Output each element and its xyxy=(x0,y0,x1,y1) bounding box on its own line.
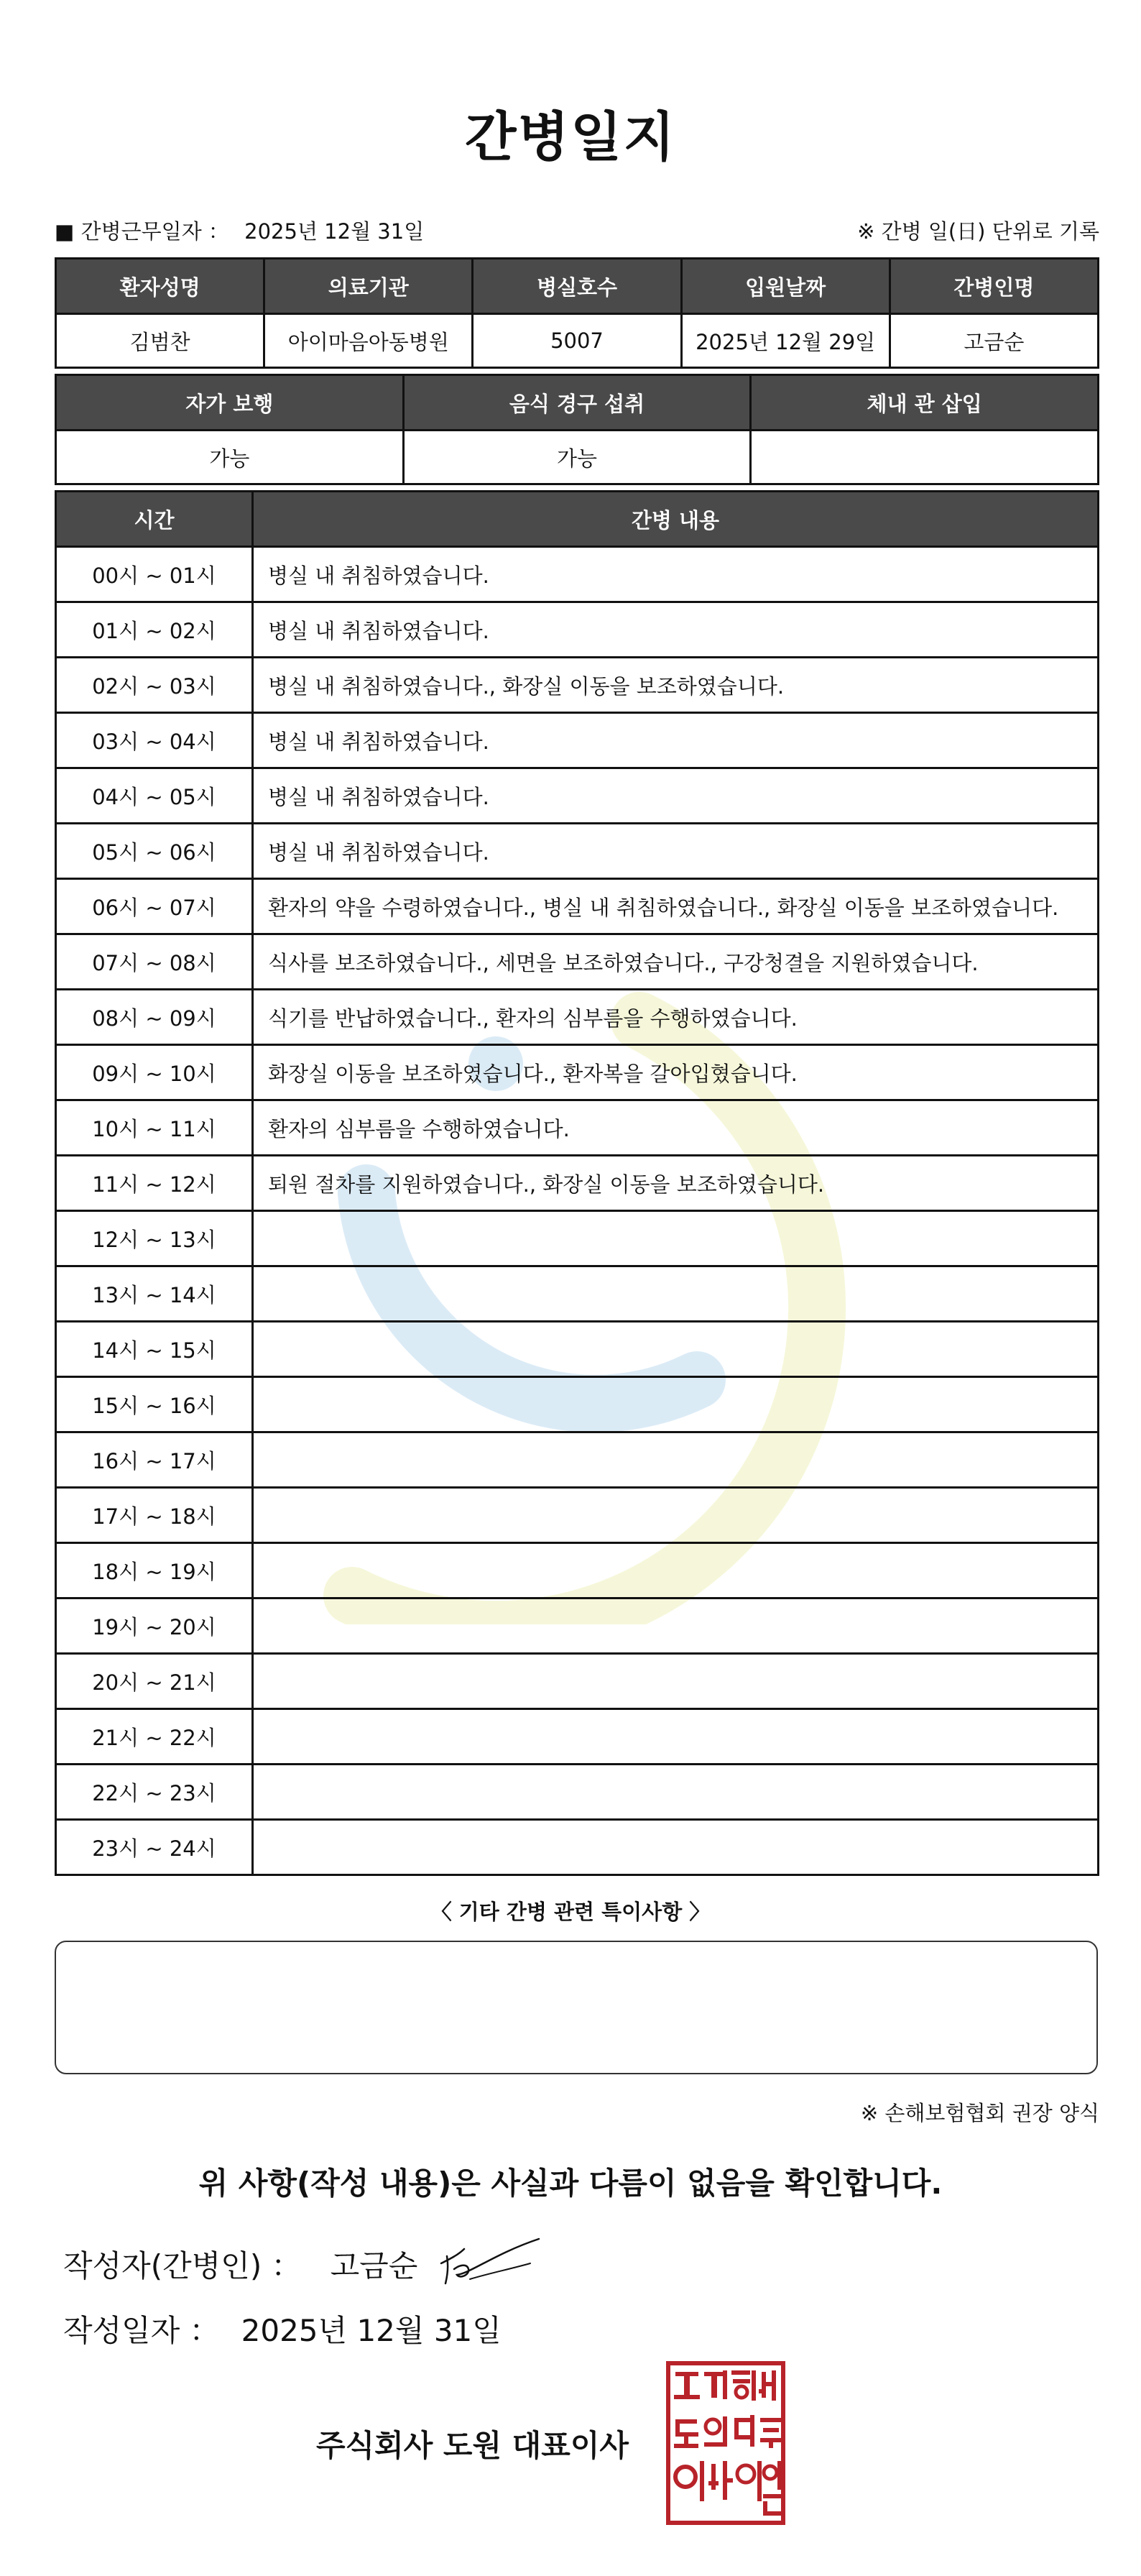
table-header-row xyxy=(56,375,1099,431)
unit-note: ※ 간병 일(日) 단위로 기록 xyxy=(857,219,1099,244)
writer-line xyxy=(63,2242,417,2286)
admission-date: 2025년 12월 29일 xyxy=(681,314,890,368)
care-content-cell: 병실 내 취침하였습니다. xyxy=(253,768,1099,824)
care-content-cell xyxy=(253,1820,1099,1875)
time-cell: 15시 ~ 16시 xyxy=(56,1377,253,1432)
care-content-cell: 병실 내 취침하였습니다. xyxy=(253,824,1099,879)
page-title: 간병일지 xyxy=(465,106,676,168)
hospital-name: 아이마음아동병원 xyxy=(264,314,473,368)
room-number: 5007 xyxy=(473,314,681,368)
time-cell: 00시 ~ 01시 xyxy=(56,547,253,602)
table-row xyxy=(56,768,1099,824)
confirm-statement: 위 사항(작성 내용)은 사실과 다름이 없음을 확인합니다. xyxy=(198,2166,943,2201)
time-cell: 23시 ~ 24시 xyxy=(56,1820,253,1875)
time-cell: 07시 ~ 08시 xyxy=(56,934,253,990)
time-cell: 14시 ~ 15시 xyxy=(56,1322,253,1377)
time-cell: 10시 ~ 11시 xyxy=(56,1100,253,1156)
care-content-cell xyxy=(253,1765,1099,1820)
header-cell: 병실호수 xyxy=(473,259,681,314)
care-content-cell xyxy=(253,1488,1099,1543)
table-row xyxy=(56,1598,1099,1654)
table-row xyxy=(56,1820,1099,1875)
care-content-cell: 환자의 약을 수령하였습니다., 병실 내 취침하였습니다., 화장실 이동을 보조하였습니다. xyxy=(253,879,1099,934)
time-cell: 21시 ~ 22시 xyxy=(56,1709,253,1765)
table-row xyxy=(56,1765,1099,1820)
care-content-cell: 식사를 보조하였습니다., 세면을 보조하였습니다., 구강청결을 지원하였습니다. xyxy=(253,934,1099,990)
signature-image xyxy=(438,2232,546,2289)
table-row xyxy=(56,1211,1099,1266)
header-cell: 간병인명 xyxy=(890,259,1098,314)
table-row xyxy=(56,1156,1099,1211)
care-content-cell xyxy=(253,1377,1099,1432)
care-content-cell xyxy=(253,1543,1099,1598)
header-cell: 음식 경구 섭취 xyxy=(403,375,751,431)
time-cell: 05시 ~ 06시 xyxy=(56,824,253,879)
care-content-cell: 병실 내 취침하였습니다. xyxy=(253,713,1099,768)
tube-insertion-status xyxy=(751,431,1099,484)
time-cell: 16시 ~ 17시 xyxy=(56,1432,253,1488)
time-cell: 18시 ~ 19시 xyxy=(56,1543,253,1598)
time-cell: 02시 ~ 03시 xyxy=(56,658,253,713)
time-cell: 03시 ~ 04시 xyxy=(56,713,253,768)
header-cell: 환자성명 xyxy=(56,259,264,314)
table-row xyxy=(56,1543,1099,1598)
company-seal-stamp xyxy=(665,2360,786,2526)
time-cell: 04시 ~ 05시 xyxy=(56,768,253,824)
written-date-line xyxy=(63,2307,502,2350)
table-row xyxy=(56,934,1099,990)
care-content-cell xyxy=(253,1709,1099,1765)
time-cell: 01시 ~ 02시 xyxy=(56,602,253,658)
care-content-cell: 병실 내 취침하였습니다. xyxy=(253,547,1099,602)
care-content-cell xyxy=(253,1211,1099,1266)
time-cell: 06시 ~ 07시 xyxy=(56,879,253,934)
table-row xyxy=(56,1432,1099,1488)
header-cell: 자가 보행 xyxy=(56,375,404,431)
header-cell: 입원날짜 xyxy=(681,259,890,314)
time-cell: 17시 ~ 18시 xyxy=(56,1488,253,1543)
time-cell: 11시 ~ 12시 xyxy=(56,1156,253,1211)
header-cell: 간병 내용 xyxy=(253,492,1099,547)
care-content-cell: 화장실 이동을 보조하였습니다., 환자복을 갈아입혔습니다. xyxy=(253,1045,1099,1100)
table-row xyxy=(56,1654,1099,1709)
table-row xyxy=(56,1322,1099,1377)
time-cell: 08시 ~ 09시 xyxy=(56,990,253,1045)
header-cell: 시간 xyxy=(56,492,253,547)
oral-intake-status: 가능 xyxy=(403,431,751,484)
time-cell: 20시 ~ 21시 xyxy=(56,1654,253,1709)
table-row xyxy=(56,1100,1099,1156)
status-table xyxy=(55,374,1099,485)
table-row xyxy=(56,602,1099,658)
care-content-cell xyxy=(253,1654,1099,1709)
header-cell: 의료기관 xyxy=(264,259,473,314)
time-cell: 09시 ~ 10시 xyxy=(56,1045,253,1100)
care-content-cell: 퇴원 절차를 지원하였습니다., 화장실 이동을 보조하였습니다. xyxy=(253,1156,1099,1211)
care-content-cell xyxy=(253,1432,1099,1488)
company-name: 주식회사 도원 대표이사 xyxy=(316,2428,629,2463)
work-date-value: 2025년 12월 31일 xyxy=(244,219,425,244)
work-date-label: ■ 간병근무일자 ： xyxy=(55,219,229,244)
recommend-note: ※ 손해보험협회 권장 양식 xyxy=(860,2101,1099,2125)
written-date-value: 2025년 12월 31일 xyxy=(241,2313,502,2348)
care-content-cell: 식기를 반납하였습니다., 환자의 심부름을 수행하였습니다. xyxy=(253,990,1099,1045)
care-content-cell xyxy=(253,1266,1099,1322)
caregiver-name: 고금순 xyxy=(890,314,1098,368)
table-row xyxy=(56,713,1099,768)
table-row xyxy=(56,431,1099,484)
table-row xyxy=(56,314,1099,368)
table-header-row xyxy=(56,492,1099,547)
time-cell: 22시 ~ 23시 xyxy=(56,1765,253,1820)
time-cell: 13시 ~ 14시 xyxy=(56,1266,253,1322)
table-row xyxy=(56,1045,1099,1100)
care-log-table xyxy=(55,490,1099,1876)
patient-name: 김범찬 xyxy=(56,314,264,368)
work-date xyxy=(55,216,424,245)
notes-box xyxy=(55,1941,1098,2074)
patient-info-table xyxy=(55,257,1099,369)
table-row xyxy=(56,824,1099,879)
time-cell: 12시 ~ 13시 xyxy=(56,1211,253,1266)
table-row xyxy=(56,658,1099,713)
care-content-cell: 병실 내 취침하였습니다. xyxy=(253,602,1099,658)
written-date-label: 작성일자 ： xyxy=(63,2313,220,2348)
header-cell: 체내 관 삽입 xyxy=(751,375,1099,431)
table-row xyxy=(56,1709,1099,1765)
walking-status: 가능 xyxy=(56,431,404,484)
writer-name: 고금순 xyxy=(330,2248,418,2283)
writer-label: 작성자(간병인) ： xyxy=(63,2248,302,2283)
time-cell: 19시 ~ 20시 xyxy=(56,1598,253,1654)
care-content-cell xyxy=(253,1598,1099,1654)
table-row xyxy=(56,990,1099,1045)
table-row xyxy=(56,879,1099,934)
notes-title: 〈 기타 간병 관련 특이사항 〉 xyxy=(430,1900,711,1924)
care-content-cell: 환자의 심부름을 수행하였습니다. xyxy=(253,1100,1099,1156)
care-content-cell xyxy=(253,1322,1099,1377)
table-row xyxy=(56,1377,1099,1432)
table-header-row xyxy=(56,259,1099,314)
table-row xyxy=(56,547,1099,602)
table-row xyxy=(56,1266,1099,1322)
table-row xyxy=(56,1488,1099,1543)
care-content-cell: 병실 내 취침하였습니다., 화장실 이동을 보조하였습니다. xyxy=(253,658,1099,713)
